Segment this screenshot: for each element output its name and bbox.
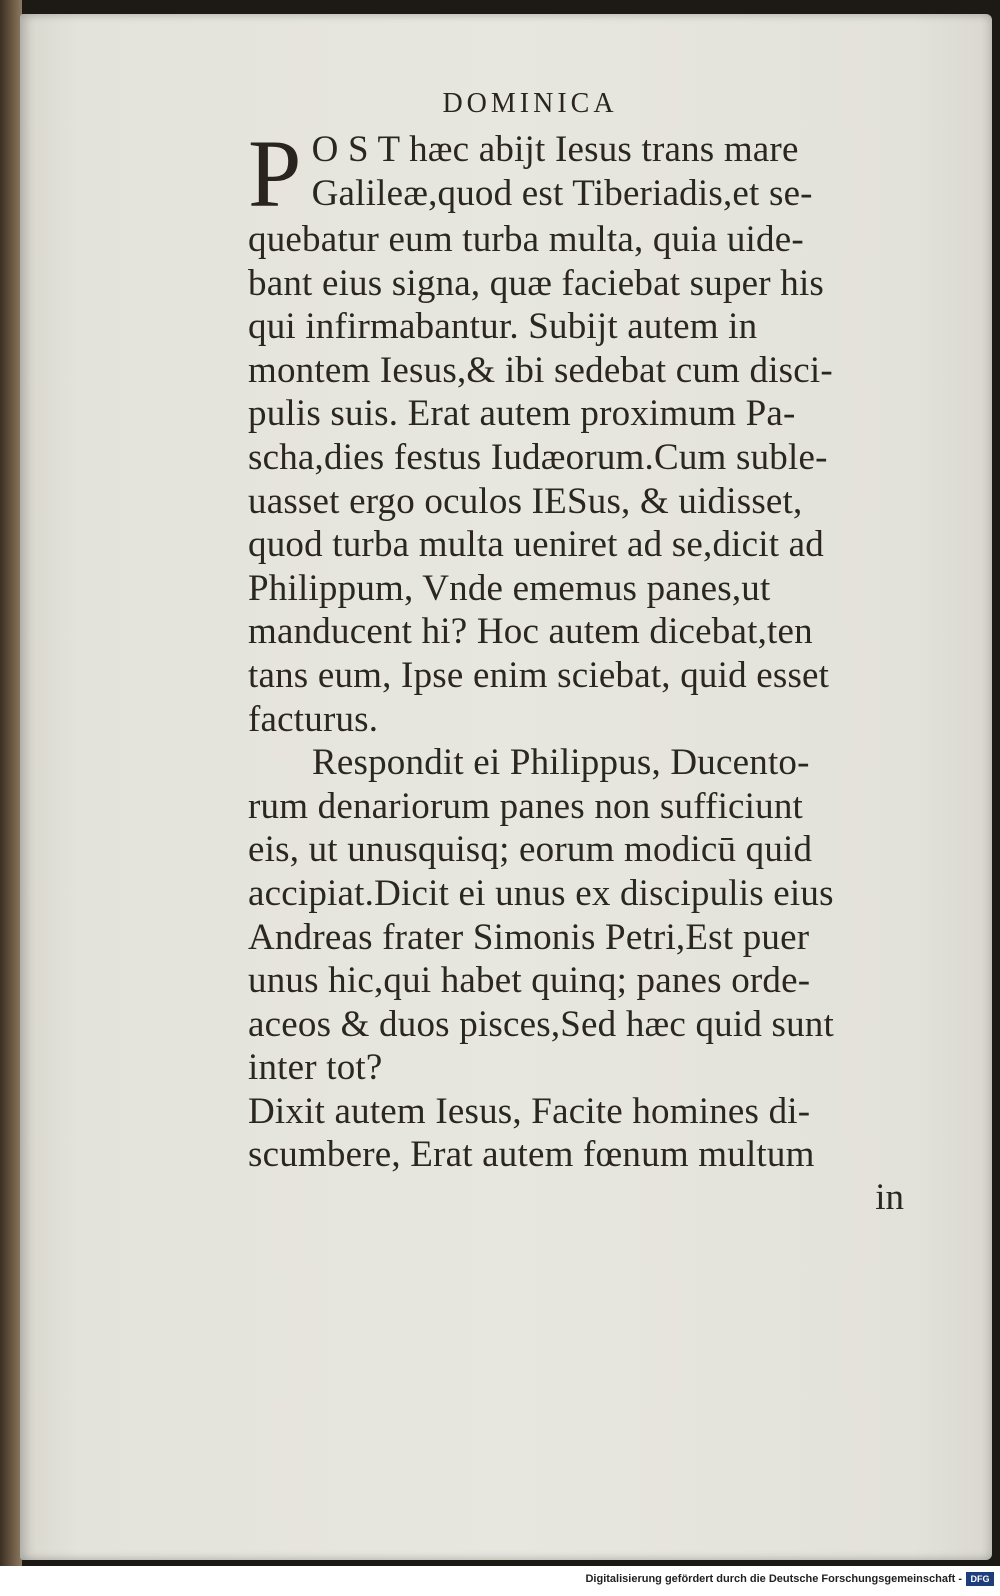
text-line: montem Iesus,& ibi sedebat cum disci-: [248, 349, 833, 391]
running-head: DOMINICA: [442, 88, 618, 119]
footer-bar: [0, 1566, 1000, 1596]
catchword: in: [875, 1177, 904, 1218]
text-line: Galileæ,quod est Tiberiadis,et se-: [311, 172, 813, 214]
text-block: [248, 120, 916, 1177]
text-line: qui infirmabantur. Subijt autem in: [248, 306, 758, 348]
text-line: facturus.: [248, 698, 379, 740]
text-line: pulis suis. Erat autem proximum Pa-: [248, 393, 796, 435]
text-line: Dixit autem Iesus, Facite homines di-: [248, 1090, 811, 1132]
book-spine: [0, 0, 22, 1566]
text-line: Respondit ei Philippus, Ducento-: [312, 742, 810, 784]
text-line: scumbere, Erat autem fœnum multum: [248, 1134, 815, 1176]
text-line: inter tot?: [248, 1047, 383, 1089]
text-line: O S T hæc abijt Iesus trans mare: [311, 129, 799, 170]
text-line: quod turba multa ueniret ad se,dicit ad: [248, 524, 824, 566]
text-line: quebatur eum turba multa, quia uide-: [248, 219, 804, 260]
text-line: unus hic,qui habet quinq; panes orde-: [248, 960, 811, 1002]
dfg-logo: DFG: [966, 1572, 994, 1586]
text-line: aceos & duos pisces,Sed hæc quid sunt: [248, 1003, 834, 1045]
text-line: tans eum, Ipse enim sciebat, quid esset: [248, 654, 830, 696]
text-line: manducent hi? Hoc autem dicebat,ten: [248, 611, 813, 653]
text-line: rum denariorum panes non sufficiunt: [248, 785, 804, 827]
text-line: scha,dies festus Iudæorum.Cum suble-: [248, 436, 828, 478]
text-line: accipiat.Dicit ei unus ex discipulis eius: [248, 872, 834, 914]
text-line: eis, ut unusquisq; eorum modicū quid: [248, 829, 813, 871]
footer-credit: Digitalisierung gefördert durch die Deutsche Forschungsgemeinschaft -: [585, 1573, 962, 1585]
drop-cap: P: [248, 120, 302, 227]
text-line: bant eius signa, quæ faciebat super his: [248, 262, 825, 304]
text-line: Andreas frater Simonis Petri,Est puer: [248, 916, 810, 958]
text-line: uasset ergo oculos IESus, & uidisset,: [248, 480, 803, 522]
text-line: Philippum, Vnde ememus panes,ut: [248, 567, 771, 609]
